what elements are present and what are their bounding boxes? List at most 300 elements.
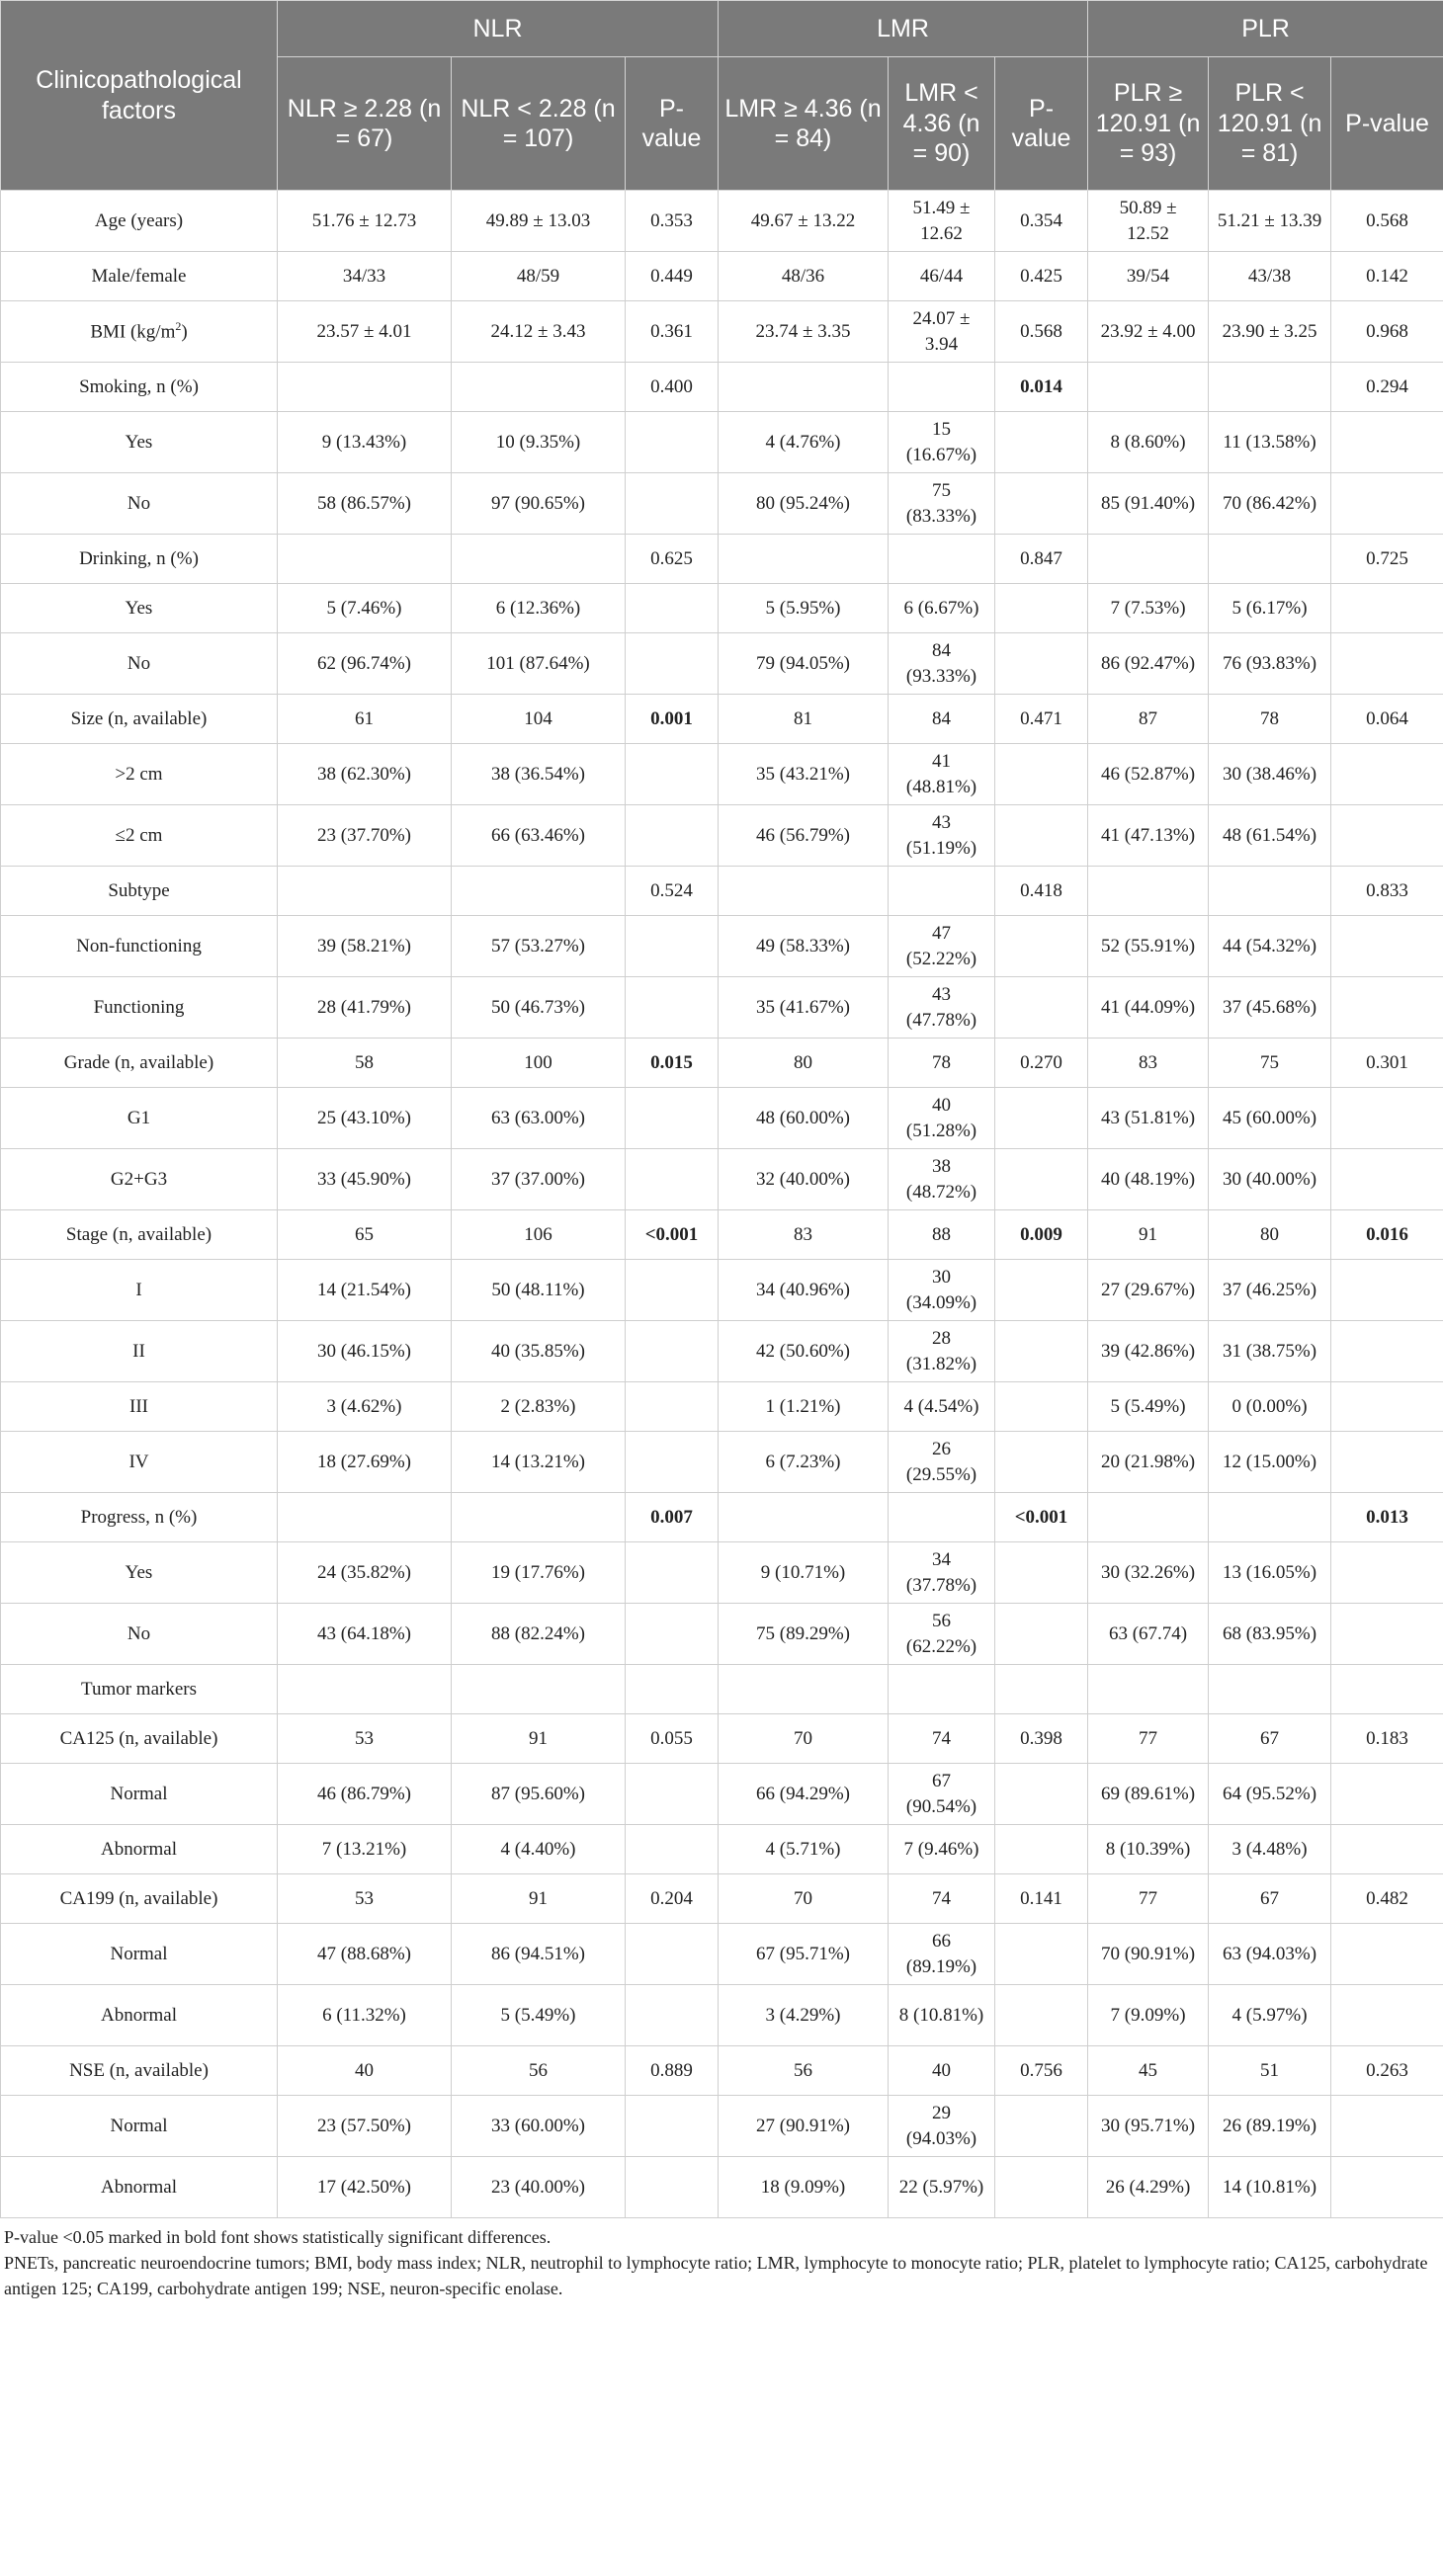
table-cell bbox=[995, 2157, 1088, 2218]
table-cell: 0.361 bbox=[626, 301, 719, 363]
table-row bbox=[1, 916, 1443, 977]
table-cell: 70 bbox=[719, 1874, 889, 1924]
table-cell: 2 (2.83%) bbox=[452, 1382, 626, 1432]
table-cell: 39 (58.21%) bbox=[278, 916, 452, 977]
table-cell bbox=[889, 867, 995, 916]
row-label: Smoking, n (%) bbox=[1, 363, 278, 412]
row-label: Normal bbox=[1, 2096, 278, 2157]
table-cell: 30 (32.26%) bbox=[1088, 1542, 1209, 1604]
table-row bbox=[1, 2157, 1443, 2218]
table-cell: 56 (62.22%) bbox=[889, 1604, 995, 1665]
table-cell: 47 (88.68%) bbox=[278, 1924, 452, 1985]
table-cell: 106 bbox=[452, 1210, 626, 1260]
table-row bbox=[1, 744, 1443, 805]
table-row bbox=[1, 633, 1443, 695]
table-cell: 0.055 bbox=[626, 1714, 719, 1764]
table-row bbox=[1, 535, 1443, 584]
table-row bbox=[1, 1382, 1443, 1432]
table-cell: 45 bbox=[1088, 2046, 1209, 2096]
table-cell: 13 (16.05%) bbox=[1209, 1542, 1331, 1604]
table-cell bbox=[626, 2157, 719, 2218]
table-cell bbox=[626, 1088, 719, 1149]
table-cell bbox=[626, 977, 719, 1039]
table-cell bbox=[995, 1260, 1088, 1321]
row-label: Progress, n (%) bbox=[1, 1493, 278, 1542]
table-cell: 0.013 bbox=[1331, 1493, 1443, 1542]
table-cell: 6 (6.67%) bbox=[889, 584, 995, 633]
table-cell bbox=[995, 805, 1088, 867]
table-cell bbox=[889, 535, 995, 584]
table-cell: 0.014 bbox=[995, 363, 1088, 412]
table-cell: 46/44 bbox=[889, 252, 995, 301]
row-label: Non-functioning bbox=[1, 916, 278, 977]
table-row bbox=[1, 584, 1443, 633]
table-cell: 18 (9.09%) bbox=[719, 2157, 889, 2218]
table-cell: 37 (46.25%) bbox=[1209, 1260, 1331, 1321]
table-cell bbox=[1331, 2157, 1443, 2218]
table-cell: 78 bbox=[1209, 695, 1331, 744]
table-cell bbox=[1331, 1321, 1443, 1382]
table-cell bbox=[626, 1382, 719, 1432]
table-cell bbox=[1331, 1924, 1443, 1985]
table-cell bbox=[626, 2096, 719, 2157]
table-cell: 0.400 bbox=[626, 363, 719, 412]
table-row bbox=[1, 1493, 1443, 1542]
table-cell bbox=[278, 363, 452, 412]
table-row bbox=[1, 363, 1443, 412]
table-cell: 0.398 bbox=[995, 1714, 1088, 1764]
table-cell bbox=[626, 412, 719, 473]
table-row bbox=[1, 191, 1443, 252]
table-cell bbox=[995, 1924, 1088, 1985]
table-cell: 84 (93.33%) bbox=[889, 633, 995, 695]
table-cell: 53 bbox=[278, 1714, 452, 1764]
table-cell: 35 (43.21%) bbox=[719, 744, 889, 805]
header-group-lmr: LMR bbox=[719, 1, 1088, 57]
header-subcol: LMR ≥ 4.36 (n = 84) bbox=[719, 57, 889, 191]
table-cell bbox=[1088, 535, 1209, 584]
table-cell bbox=[995, 977, 1088, 1039]
table-cell: 0.568 bbox=[995, 301, 1088, 363]
table-cell: 26 (89.19%) bbox=[1209, 2096, 1331, 2157]
table-cell: 80 bbox=[1209, 1210, 1331, 1260]
table-cell bbox=[626, 1764, 719, 1825]
table-cell: 6 (12.36%) bbox=[452, 584, 626, 633]
table-row bbox=[1, 1260, 1443, 1321]
table-cell: 5 (5.49%) bbox=[452, 1985, 626, 2046]
table-cell: 0.301 bbox=[1331, 1039, 1443, 1088]
table-cell: 0.141 bbox=[995, 1874, 1088, 1924]
table-cell bbox=[889, 363, 995, 412]
header-corner: Clinicopathological factors bbox=[1, 1, 278, 191]
row-label: Size (n, available) bbox=[1, 695, 278, 744]
row-label: Yes bbox=[1, 1542, 278, 1604]
table-cell: 23.90 ± 3.25 bbox=[1209, 301, 1331, 363]
table-cell: 52 (55.91%) bbox=[1088, 916, 1209, 977]
header-subcol: NLR ≥ 2.28 (n = 67) bbox=[278, 57, 452, 191]
table-cell: 39 (42.86%) bbox=[1088, 1321, 1209, 1382]
table-cell bbox=[1331, 584, 1443, 633]
table-cell bbox=[995, 1665, 1088, 1714]
row-label: Normal bbox=[1, 1764, 278, 1825]
table-cell: 23 (40.00%) bbox=[452, 2157, 626, 2218]
table-cell: 5 (6.17%) bbox=[1209, 584, 1331, 633]
table-cell bbox=[995, 1321, 1088, 1382]
table-row bbox=[1, 2046, 1443, 2096]
table-cell bbox=[1331, 1432, 1443, 1493]
table-cell: 26 (29.55%) bbox=[889, 1432, 995, 1493]
table-cell: 5 (5.49%) bbox=[1088, 1382, 1209, 1432]
table-cell: 7 (13.21%) bbox=[278, 1825, 452, 1874]
table-cell: 17 (42.50%) bbox=[278, 2157, 452, 2218]
table-cell: 49 (58.33%) bbox=[719, 916, 889, 977]
table-cell: 24.12 ± 3.43 bbox=[452, 301, 626, 363]
row-label: CA199 (n, available) bbox=[1, 1874, 278, 1924]
table-cell: 40 (51.28%) bbox=[889, 1088, 995, 1149]
table-cell bbox=[452, 867, 626, 916]
table-cell: 65 bbox=[278, 1210, 452, 1260]
table-cell: 100 bbox=[452, 1039, 626, 1088]
table-cell: 23.57 ± 4.01 bbox=[278, 301, 452, 363]
header-group-nlr: NLR bbox=[278, 1, 719, 57]
table-cell: 97 (90.65%) bbox=[452, 473, 626, 535]
row-label: Drinking, n (%) bbox=[1, 535, 278, 584]
table-cell: 24 (35.82%) bbox=[278, 1542, 452, 1604]
table-cell: 11 (13.58%) bbox=[1209, 412, 1331, 473]
table-cell: 29 (94.03%) bbox=[889, 2096, 995, 2157]
table-cell: 22 (5.97%) bbox=[889, 2157, 995, 2218]
table-cell: 48/36 bbox=[719, 252, 889, 301]
table-cell bbox=[1088, 867, 1209, 916]
row-label: No bbox=[1, 473, 278, 535]
table-cell: 70 (90.91%) bbox=[1088, 1924, 1209, 1985]
row-label: Tumor markers bbox=[1, 1665, 278, 1714]
table-cell bbox=[1331, 633, 1443, 695]
table-cell: 38 (36.54%) bbox=[452, 744, 626, 805]
table-cell: 3 (4.62%) bbox=[278, 1382, 452, 1432]
table-cell: 40 bbox=[889, 2046, 995, 2096]
table-cell: 58 (86.57%) bbox=[278, 473, 452, 535]
table-cell: 78 bbox=[889, 1039, 995, 1088]
table-cell bbox=[1331, 1382, 1443, 1432]
table-cell: 34/33 bbox=[278, 252, 452, 301]
table-cell: 80 (95.24%) bbox=[719, 473, 889, 535]
table-cell bbox=[1331, 1542, 1443, 1604]
table-cell bbox=[995, 584, 1088, 633]
table-cell: 75 (83.33%) bbox=[889, 473, 995, 535]
footnotes bbox=[0, 2218, 1443, 2301]
table-cell: 70 bbox=[719, 1714, 889, 1764]
row-label: Subtype bbox=[1, 867, 278, 916]
table-cell bbox=[995, 412, 1088, 473]
table-cell bbox=[1331, 977, 1443, 1039]
table-cell: 9 (10.71%) bbox=[719, 1542, 889, 1604]
table-cell: 0.756 bbox=[995, 2046, 1088, 2096]
header-subcol: PLR < 120.91 (n = 81) bbox=[1209, 57, 1331, 191]
table-cell: 6 (7.23%) bbox=[719, 1432, 889, 1493]
table-cell: 75 bbox=[1209, 1039, 1331, 1088]
row-label: III bbox=[1, 1382, 278, 1432]
header-subcol: P-value bbox=[995, 57, 1088, 191]
table-cell: 0.064 bbox=[1331, 695, 1443, 744]
table-cell: 42 (50.60%) bbox=[719, 1321, 889, 1382]
table-cell: 0.568 bbox=[1331, 191, 1443, 252]
table-cell: 0.142 bbox=[1331, 252, 1443, 301]
header-subcol: PLR ≥ 120.91 (n = 93) bbox=[1088, 57, 1209, 191]
table-cell: 51.49 ± 12.62 bbox=[889, 191, 995, 252]
table-cell: 43 (51.81%) bbox=[1088, 1088, 1209, 1149]
table-cell bbox=[1331, 1149, 1443, 1210]
table-cell: 0.524 bbox=[626, 867, 719, 916]
table-row bbox=[1, 1924, 1443, 1985]
table-cell: 68 (83.95%) bbox=[1209, 1604, 1331, 1665]
table-cell: 23 (37.70%) bbox=[278, 805, 452, 867]
table-cell: 40 bbox=[278, 2046, 452, 2096]
table-cell: 38 (48.72%) bbox=[889, 1149, 995, 1210]
table-cell: 67 bbox=[1209, 1874, 1331, 1924]
table-cell: 0.725 bbox=[1331, 535, 1443, 584]
table-cell: 10 (9.35%) bbox=[452, 412, 626, 473]
table-cell: 76 (93.83%) bbox=[1209, 633, 1331, 695]
table-cell bbox=[1331, 1665, 1443, 1714]
table-cell: 88 bbox=[889, 1210, 995, 1260]
table-cell: 0.625 bbox=[626, 535, 719, 584]
table-row bbox=[1, 1825, 1443, 1874]
table-cell: 37 (45.68%) bbox=[1209, 977, 1331, 1039]
table-cell: 67 (95.71%) bbox=[719, 1924, 889, 1985]
table-cell bbox=[626, 1542, 719, 1604]
header-group-plr: PLR bbox=[1088, 1, 1443, 57]
row-label: Stage (n, available) bbox=[1, 1210, 278, 1260]
table-cell: 49.89 ± 13.03 bbox=[452, 191, 626, 252]
table-cell bbox=[626, 1825, 719, 1874]
table-cell bbox=[1209, 867, 1331, 916]
row-label: Abnormal bbox=[1, 1825, 278, 1874]
row-label: Abnormal bbox=[1, 1985, 278, 2046]
table-row bbox=[1, 1604, 1443, 1665]
table-cell: 30 (95.71%) bbox=[1088, 2096, 1209, 2157]
table-cell: 34 (37.78%) bbox=[889, 1542, 995, 1604]
table-cell: 38 (62.30%) bbox=[278, 744, 452, 805]
table-cell bbox=[719, 535, 889, 584]
table-cell bbox=[995, 1542, 1088, 1604]
table-cell bbox=[1331, 1764, 1443, 1825]
table-row bbox=[1, 301, 1443, 363]
table-cell: 63 (63.00%) bbox=[452, 1088, 626, 1149]
table-cell bbox=[452, 363, 626, 412]
table-cell: 88 (82.24%) bbox=[452, 1604, 626, 1665]
table-cell: 1 (1.21%) bbox=[719, 1382, 889, 1432]
table-cell: 0.263 bbox=[1331, 2046, 1443, 2096]
table-cell: 0.354 bbox=[995, 191, 1088, 252]
table-cell: 18 (27.69%) bbox=[278, 1432, 452, 1493]
table-cell: 91 bbox=[1088, 1210, 1209, 1260]
row-label: Age (years) bbox=[1, 191, 278, 252]
table-cell bbox=[1331, 1825, 1443, 1874]
table-cell: 87 bbox=[1088, 695, 1209, 744]
table-cell: 12 (15.00%) bbox=[1209, 1432, 1331, 1493]
table-cell bbox=[1209, 1665, 1331, 1714]
table-cell: 0.001 bbox=[626, 695, 719, 744]
table-cell: 7 (9.09%) bbox=[1088, 1985, 1209, 2046]
table-row bbox=[1, 473, 1443, 535]
header-subcol: P-value bbox=[626, 57, 719, 191]
table-cell: 14 (10.81%) bbox=[1209, 2157, 1331, 2218]
row-label: G1 bbox=[1, 1088, 278, 1149]
table-cell: 0.007 bbox=[626, 1493, 719, 1542]
table-cell: 3 (4.48%) bbox=[1209, 1825, 1331, 1874]
table-cell: 0.016 bbox=[1331, 1210, 1443, 1260]
table-cell: 39/54 bbox=[1088, 252, 1209, 301]
table-cell: 63 (94.03%) bbox=[1209, 1924, 1331, 1985]
table-cell bbox=[626, 1432, 719, 1493]
table-row bbox=[1, 1542, 1443, 1604]
table-cell: 4 (5.97%) bbox=[1209, 1985, 1331, 2046]
table-cell bbox=[452, 535, 626, 584]
table-cell: 7 (7.53%) bbox=[1088, 584, 1209, 633]
table-cell bbox=[719, 867, 889, 916]
table-cell bbox=[995, 1382, 1088, 1432]
table-cell: 51.21 ± 13.39 bbox=[1209, 191, 1331, 252]
table-cell bbox=[452, 1665, 626, 1714]
row-label: Abnormal bbox=[1, 2157, 278, 2218]
footnote-significance: P-value <0.05 marked in bold font shows statistically significant differences. bbox=[4, 2227, 552, 2247]
table-cell bbox=[995, 1985, 1088, 2046]
table-cell bbox=[995, 1825, 1088, 1874]
table-cell: 0.183 bbox=[1331, 1714, 1443, 1764]
table-cell bbox=[626, 805, 719, 867]
table-cell: 91 bbox=[452, 1874, 626, 1924]
table-body bbox=[1, 191, 1443, 2218]
table-cell: 43/38 bbox=[1209, 252, 1331, 301]
table-cell: 30 (40.00%) bbox=[1209, 1149, 1331, 1210]
table-cell: 5 (5.95%) bbox=[719, 584, 889, 633]
table-cell: 51 bbox=[1209, 2046, 1331, 2096]
table-cell: 8 (8.60%) bbox=[1088, 412, 1209, 473]
table-cell: 48 (60.00%) bbox=[719, 1088, 889, 1149]
table-cell: 66 (94.29%) bbox=[719, 1764, 889, 1825]
table-cell: 77 bbox=[1088, 1714, 1209, 1764]
row-label: ≤2 cm bbox=[1, 805, 278, 867]
table-cell: 0.847 bbox=[995, 535, 1088, 584]
table-cell: 75 (89.29%) bbox=[719, 1604, 889, 1665]
table-cell: 86 (92.47%) bbox=[1088, 633, 1209, 695]
table-cell bbox=[278, 1493, 452, 1542]
table-cell bbox=[1331, 412, 1443, 473]
table-cell: 30 (34.09%) bbox=[889, 1260, 995, 1321]
table-row bbox=[1, 1321, 1443, 1382]
table-cell: 8 (10.81%) bbox=[889, 1985, 995, 2046]
table-cell: 15 (16.67%) bbox=[889, 412, 995, 473]
table-cell: 79 (94.05%) bbox=[719, 633, 889, 695]
table-cell: 67 bbox=[1209, 1714, 1331, 1764]
table-cell: 24.07 ± 3.94 bbox=[889, 301, 995, 363]
table-cell: 23 (57.50%) bbox=[278, 2096, 452, 2157]
table-cell bbox=[1331, 916, 1443, 977]
table-cell: 8 (10.39%) bbox=[1088, 1825, 1209, 1874]
table-cell bbox=[995, 916, 1088, 977]
table-cell: 30 (46.15%) bbox=[278, 1321, 452, 1382]
row-label: Male/female bbox=[1, 252, 278, 301]
table-cell: 0.294 bbox=[1331, 363, 1443, 412]
table-cell bbox=[626, 1665, 719, 1714]
table-cell bbox=[626, 744, 719, 805]
table-cell: 83 bbox=[1088, 1039, 1209, 1088]
table-cell bbox=[626, 1924, 719, 1985]
table-cell: 6 (11.32%) bbox=[278, 1985, 452, 2046]
table-cell: 37 (37.00%) bbox=[452, 1149, 626, 1210]
table-cell: 56 bbox=[719, 2046, 889, 2096]
header-subcol: LMR < 4.36 (n = 90) bbox=[889, 57, 995, 191]
table-cell: 35 (41.67%) bbox=[719, 977, 889, 1039]
table-cell: 56 bbox=[452, 2046, 626, 2096]
table-cell bbox=[889, 1665, 995, 1714]
table-cell: 48/59 bbox=[452, 252, 626, 301]
table-cell bbox=[1088, 1665, 1209, 1714]
table-cell: 40 (48.19%) bbox=[1088, 1149, 1209, 1210]
table-cell bbox=[995, 744, 1088, 805]
table-cell bbox=[719, 1493, 889, 1542]
table-cell: 46 (86.79%) bbox=[278, 1764, 452, 1825]
table-cell: 0.204 bbox=[626, 1874, 719, 1924]
table-cell bbox=[1331, 1088, 1443, 1149]
table-cell: 63 (67.74) bbox=[1088, 1604, 1209, 1665]
table-cell: 32 (40.00%) bbox=[719, 1149, 889, 1210]
table-cell: 41 (44.09%) bbox=[1088, 977, 1209, 1039]
table-cell bbox=[626, 1321, 719, 1382]
table-cell: 0.353 bbox=[626, 191, 719, 252]
table-cell: 43 (64.18%) bbox=[278, 1604, 452, 1665]
table-cell: 0.471 bbox=[995, 695, 1088, 744]
table-row bbox=[1, 1210, 1443, 1260]
table-cell: 14 (21.54%) bbox=[278, 1260, 452, 1321]
table-cell: 51.76 ± 12.73 bbox=[278, 191, 452, 252]
row-label: Yes bbox=[1, 584, 278, 633]
table-cell: 4 (4.40%) bbox=[452, 1825, 626, 1874]
table-cell: 23.74 ± 3.35 bbox=[719, 301, 889, 363]
table-cell: 50 (48.11%) bbox=[452, 1260, 626, 1321]
table-cell: 28 (31.82%) bbox=[889, 1321, 995, 1382]
table-row bbox=[1, 695, 1443, 744]
table-cell: 19 (17.76%) bbox=[452, 1542, 626, 1604]
table-cell bbox=[278, 867, 452, 916]
table-cell: 0.449 bbox=[626, 252, 719, 301]
table-row bbox=[1, 867, 1443, 916]
table-cell: 70 (86.42%) bbox=[1209, 473, 1331, 535]
table-cell bbox=[1331, 1604, 1443, 1665]
table-cell bbox=[626, 584, 719, 633]
table-cell: 53 bbox=[278, 1874, 452, 1924]
table-cell: 64 (95.52%) bbox=[1209, 1764, 1331, 1825]
table-cell bbox=[889, 1493, 995, 1542]
table-cell: 66 (63.46%) bbox=[452, 805, 626, 867]
table-cell: <0.001 bbox=[626, 1210, 719, 1260]
table-cell bbox=[626, 1604, 719, 1665]
table-row bbox=[1, 1764, 1443, 1825]
table-cell bbox=[1088, 1493, 1209, 1542]
table-cell: 23.92 ± 4.00 bbox=[1088, 301, 1209, 363]
row-label: Grade (n, available) bbox=[1, 1039, 278, 1088]
table-cell: 80 bbox=[719, 1039, 889, 1088]
table-cell: 0.833 bbox=[1331, 867, 1443, 916]
row-label: II bbox=[1, 1321, 278, 1382]
table-row bbox=[1, 1985, 1443, 2046]
table-cell: 0.889 bbox=[626, 2046, 719, 2096]
table-cell: 84 bbox=[889, 695, 995, 744]
table-row bbox=[1, 1874, 1443, 1924]
table-cell: 47 (52.22%) bbox=[889, 916, 995, 977]
table-cell: 85 (91.40%) bbox=[1088, 473, 1209, 535]
